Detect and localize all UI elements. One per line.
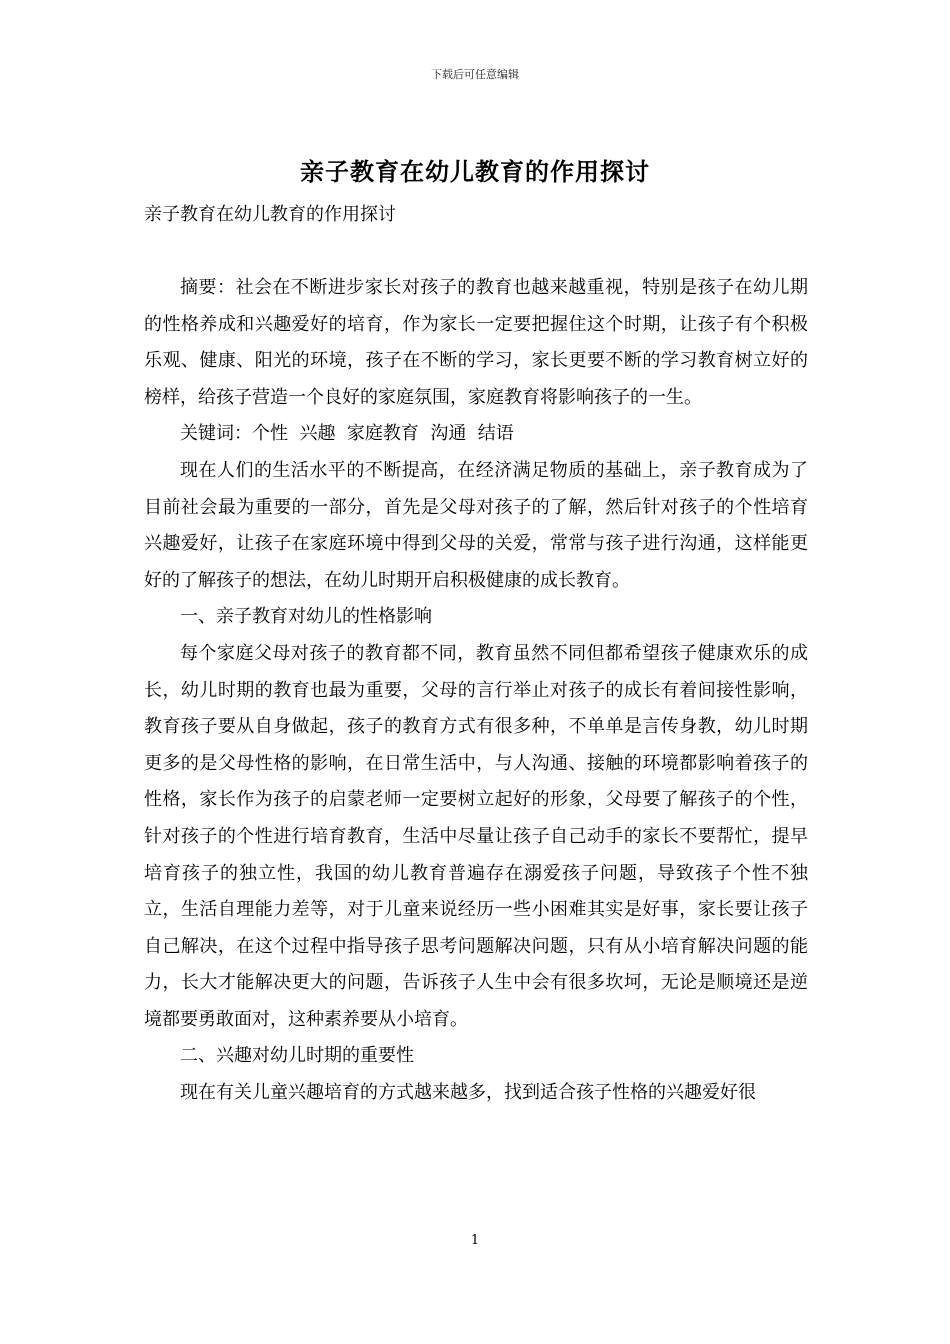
section-heading-2: 二、兴趣对幼儿时期的重要性 — [180, 1045, 414, 1067]
keywords-paragraph: 关键词：个性 兴趣 家庭教育 沟通 结语 — [180, 423, 514, 445]
abstract-paragraph: 摘要：社会在不断进步家长对孩子的教育也越来越重视，特别是孩子在幼儿期的性格养成和兴趣爱好的培育，作为家长一定要把握住这个时期，让孩子有个积极乐观、健康、阳光的环境，孩子在不断的学习，家长更要不断的学习教育树立好的榜样，给孩子营造一个良好的家庭氛围，家庭教育将影响孩子的一生。 — [144, 277, 808, 408]
section-2-paragraph: 现在有关儿童兴趣培育的方式越来越多，找到适合孩子性格的兴趣爱好很 — [180, 1082, 756, 1104]
document-title: 亲子教育在幼儿教育的作用探讨 — [300, 157, 650, 186]
section-heading-1: 一、亲子教育对幼儿的性格影响 — [180, 606, 432, 628]
page-number: 1 — [470, 1233, 480, 1248]
section-1-paragraph: 每个家庭父母对孩子的教育都不同，教育虽然不同但都希望孩子健康欢乐的成长，幼儿时期的教育也最为重要，父母的言行举止对孩子的成长有着间接性影响，教育孩子要从自身做起，孩子的教育方式有很多种，不单单是言传身教，幼儿时期更多的是父母性格的影响，在日常生活中，与人沟通、接触的环境都影响着孩子的性格，家长作为孩子的启蒙老师一定要树立起好的形象，父母要了解孩子的个性，针对孩子的个性进行培育教育，生活中尽量让孩子自己动手的家长不要帮忙，提早培育孩子的独立性，我国的幼儿教育普遍存在溺爱孩子问题，导致孩子个性不独立，生活自理能力差等，对于儿童来说经历一些小困难其实是好事，家长要让孩子自己解决，在这个过程中指导孩子思考问题解决问题，只有从小培育解决问题的能力，长大才能解决更大的问题，告诉孩子人生中会有很多坎坷，无论是顺境还是逆境都要勇敢面对，这种素养要从小培育。 — [144, 642, 808, 1030]
intro-paragraph: 现在人们的生活水平的不断提高，在经济满足物质的基础上，亲子教育成为了目前社会最为重要的一部分，首先是父母对孩子的了解，然后针对孩子的个性培育兴趣爱好，让孩子在家庭环境中得到父母的关爱，常常与孩子进行沟通，这样能更好的了解孩子的想法，在幼儿时期开启积极健康的成长教育。 — [144, 459, 808, 591]
header-note: 下载后可任意编辑 — [431, 68, 519, 81]
document-subtitle: 亲子教育在幼儿教育的作用探讨 — [144, 204, 396, 225]
document-body — [144, 270, 808, 1112]
